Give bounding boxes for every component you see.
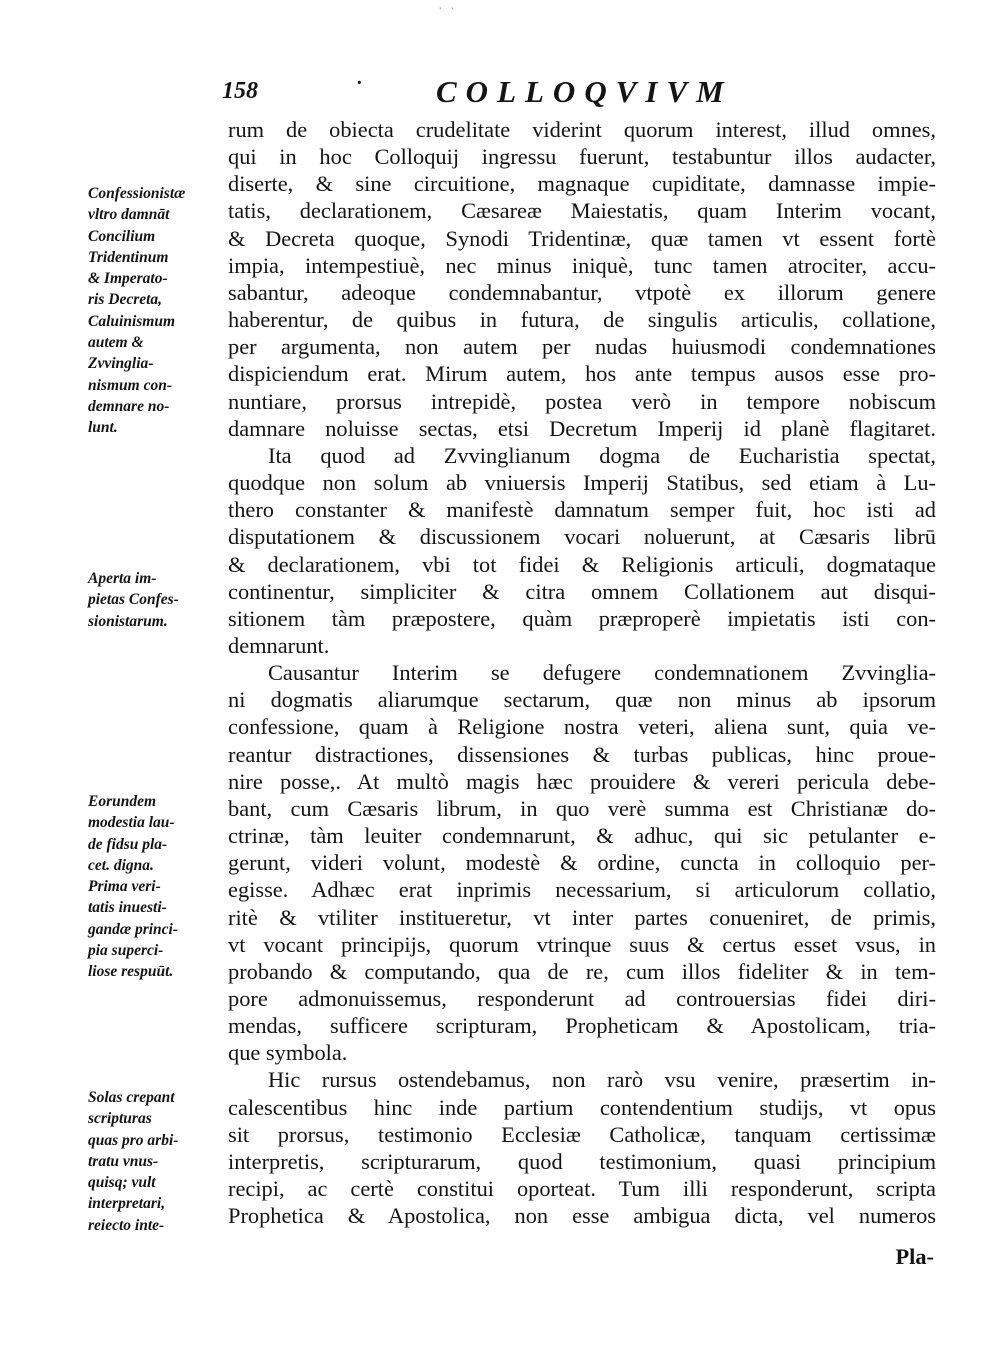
text-line: damnare noluisse sectas, etsi Decretum Imperij id planè flagitaret. [228, 415, 936, 441]
margin-note-line: de fidsu pla- [88, 835, 168, 853]
body-text [228, 116, 936, 1229]
margin-note-line: pia superci- [88, 942, 164, 960]
text-line: ni dogmatis aliarumque sectarum, quæ non minus ab ipsorum [228, 687, 936, 713]
margin-note-line: Zvvinglia- [88, 355, 154, 373]
page-number: 158 [222, 78, 258, 104]
text-line: calescentibus hinc inde partium contendentium studijs, vt opus [228, 1094, 936, 1120]
text-line: mendas, sufficere scripturam, Propheticam & Apostolicam, tria- [228, 1013, 936, 1039]
margin-note-line: tratu vnus- [88, 1152, 159, 1170]
margin-note-line: nismum con- [88, 376, 172, 394]
margin-note-line: quisq; vult [88, 1174, 156, 1192]
margin-note-line: lunt. [88, 419, 118, 437]
text-line: impia, intempestiuè, nec minus iniquè, tunc tamen atrociter, accu- [228, 252, 936, 278]
text-line: ritè & vtiliter institueretur, vt inter partes conueniret, de primis, [228, 904, 936, 930]
text-line: reantur distractiones, dissensiones & turbas publicas, hinc proue- [228, 741, 936, 767]
text-line: demnarunt. [228, 632, 330, 658]
margin-note-impiety [88, 568, 224, 632]
text-line: diserte, & sine circuitione, magnaque cupiditate, damnasse impie- [228, 171, 936, 197]
margin-note-line: demnare no- [88, 397, 170, 415]
text-line: qui in hoc Colloquij ingressu fuerunt, testabuntur illos audacter, [228, 144, 936, 170]
margin-note-scriptures [88, 1087, 224, 1236]
margin-note-line: interpretari, [88, 1195, 166, 1213]
text-line: ctrinæ, tàm leuiter condemnarunt, & adhuc, qui sic petulanter e- [228, 823, 936, 849]
running-title: COLLOQVIVM [436, 74, 733, 109]
text-line: haberentur, de quibus in futura, de singulis articulis, collatione, [228, 307, 936, 333]
text-line: disputationem & discussionem vocari noluerunt, at Cæsaris librū [228, 524, 936, 550]
margin-note-line: gandæ princi- [88, 920, 178, 938]
text-line: bant, cum Cæsaris librum, in quo verè summa est Christianæ do- [228, 795, 936, 821]
text-line: sit prorsus, testimonio Ecclesiæ Catholicæ, tanquam certissimæ [228, 1121, 936, 1147]
text-line: probando & computando, qua de re, cum illos fideliter & in tem- [228, 958, 936, 984]
text-line: pore admonuissemus, responderunt ad controuersias fidei diri- [228, 986, 936, 1011]
text-line: Ita quod ad Zvvinglianum dogma de Eucharistia spectat, [268, 442, 936, 468]
text-line: rum de obiecta crudelitate viderint quorum interest, illud omnes, [228, 117, 936, 142]
text-line: per argumenta, non autem per nudas huiusmodi condemnationes [228, 334, 936, 360]
margin-note-line: quas pro arbi- [88, 1131, 179, 1149]
text-line: Causantur Interim se defugere condemnationem Zvvingliа- [268, 660, 936, 686]
margin-note-line: Caluinismum [88, 312, 176, 330]
text-line: Hic rursus ostendebamus, non rarò vsu venire, præsertim in- [268, 1067, 936, 1093]
text-line: nuntiare, prorsus intrepidè, postea verò in tempore nobiscum [228, 388, 936, 414]
margin-note-line: cet. digna. [88, 856, 154, 874]
text-line: & declarationem, vbi tot fidei & Religionis articuli, dogmataque [228, 551, 936, 577]
margin-note-line: Prima veri- [88, 878, 161, 896]
text-line: continentur, simpliciter & citra omnem Collationem aut disqui- [228, 578, 936, 604]
text-line: thero constanter & manifestè damnatum semper fuit, hoc isti ad [228, 497, 936, 523]
text-line: confessione, quam à Religione nostra veteri, aliena sunt, quia ve- [228, 714, 936, 740]
margin-note-line: Tridentinum [88, 248, 169, 266]
margin-note-line: scripturas [88, 1110, 152, 1128]
margin-note-line: reiecto inte- [88, 1216, 165, 1234]
text-line: sitionem tàm præpostere, quàm præproperè impietatis isti con- [228, 605, 936, 631]
margin-note-line: tatis inuesti- [88, 899, 167, 917]
header-dot: · [356, 72, 363, 94]
page-header [0, 72, 1000, 112]
text-line: sabantur, adeoque condemnabantur, vtpotè ex illorum genere [228, 279, 936, 305]
margin-note-modesty [88, 791, 224, 983]
top-mark: · · [438, 2, 457, 17]
margin-note-line: autem & [88, 334, 144, 352]
text-line: que symbola. [228, 1040, 348, 1066]
margin-note-line: sionistarum. [88, 612, 168, 630]
text-line: egisse. Adhæc erat inprimis necessarium, si articulorum collatio, [228, 877, 936, 903]
margin-note-line: Concilium [88, 227, 156, 245]
margin-note-confessionists [88, 183, 224, 439]
catchword: Pla- [895, 1244, 934, 1269]
text-line: gerunt, videri volunt, modestè & ordine, cuncta in colloquio per- [228, 850, 936, 876]
margin-note-line: Eorundem [88, 793, 157, 810]
margin-note-line: modestia lau- [88, 814, 175, 832]
margin-note-line: & Imperato- [88, 270, 168, 288]
text-line: & Decreta quoque, Synodi Tridentinæ, quæ tamen vt essent fortè [228, 225, 936, 251]
text-line: nire posse,. At multò magis hæc prouidere & vereri pericula debe- [228, 768, 936, 794]
margin-note-line: liose respuūt. [88, 963, 174, 981]
text-line: quodque non solum ab vniuersis Imperij Statibus, sed etiam à Lu- [228, 470, 936, 496]
margin-note-line: pietas Confes- [88, 591, 179, 609]
margin-note-line: ris Decreta, [88, 291, 163, 309]
margin-note-line: Aperta im- [88, 570, 157, 587]
text-line: tatis, declarationem, Cæsareæ Maiestatis, quam Interim vocant, [228, 198, 936, 224]
margin-note-line: vltro damnāt [88, 206, 170, 224]
text-line: interpretis, scripturarum, quod testimonium, quasi principium [228, 1148, 936, 1174]
margin-note-line: Solas crepant [88, 1089, 175, 1106]
text-line: dispiciendum erat. Mirum autem, hos ante tempus ausos esse pro- [228, 361, 936, 387]
text-line: recipi, ac certè constitui oporteat. Tum illi responderunt, scripta [228, 1176, 936, 1202]
text-line: vt vocant principijs, quorum vtrinque suus & certus esset vsus, in [228, 931, 936, 957]
margin-note-line: Confessionistæ [88, 185, 186, 202]
text-line: Prophetica & Apostolica, non esse ambigua dicta, vel numeros [228, 1203, 936, 1229]
